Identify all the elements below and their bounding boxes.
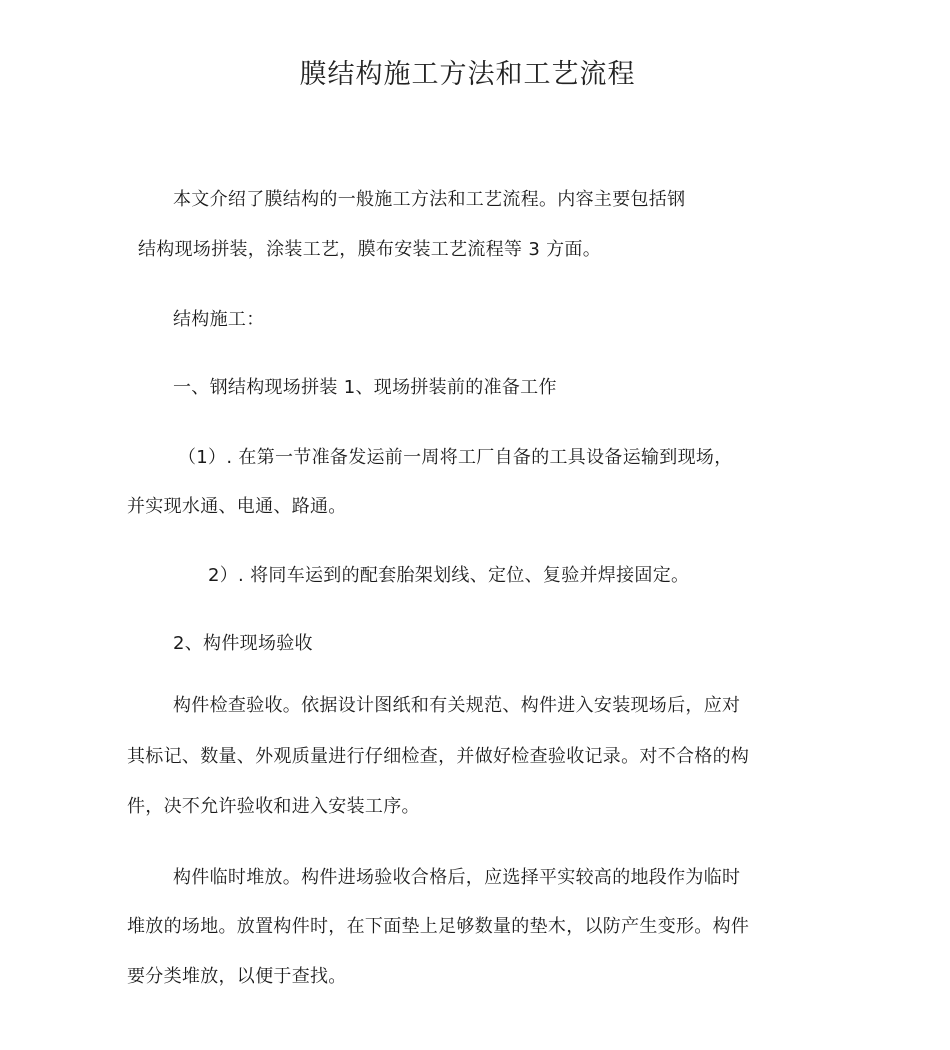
intro-line-1: 本文介绍了膜结构的一般施工方法和工艺流程。内容主要包括钢 — [173, 189, 686, 210]
acceptance-para-line-3: 件，决不允许验收和进入安装工序。 — [127, 796, 420, 817]
item-2-line: 2）. 将同车运到的配套胎架划线、定位、复验并焊接固定。 — [208, 565, 690, 586]
storage-para-line-3: 要分类堆放，以便于查找。 — [127, 966, 347, 987]
acceptance-para-line-1: 构件检查验收。依据设计图纸和有关规范、构件进入安装现场后，应对 — [173, 695, 741, 716]
section-heading-steel-assembly: 一、钢结构现场拼装 1、现场拼装前的准备工作 — [173, 377, 557, 398]
document-title: 膜结构施工方法和工艺流程 — [299, 59, 636, 90]
section-heading-structure: 结构施工： — [173, 309, 265, 330]
storage-para-line-2: 堆放的场地。放置构件时，在下面垫上足够数量的垫木，以防产生变形。构件 — [127, 916, 750, 937]
storage-para-line-1: 构件临时堆放。构件进场验收合格后，应选择平实较高的地段作为临时 — [173, 867, 741, 888]
item-1-line-1: （1）. 在第一节准备发运前一周将工厂自备的工具设备运输到现场， — [178, 447, 733, 468]
acceptance-para-line-2: 其标记、数量、外观质量进行仔细检查，并做好检查验收记录。对不合格的构 — [127, 746, 750, 767]
intro-line-2: 结构现场拼装，涂装工艺，膜布安装工艺流程等 3 方面。 — [138, 239, 601, 260]
item-1-line-2: 并实现水通、电通、路通。 — [127, 496, 347, 517]
section-heading-component-acceptance: 2、构件现场验收 — [173, 633, 313, 654]
